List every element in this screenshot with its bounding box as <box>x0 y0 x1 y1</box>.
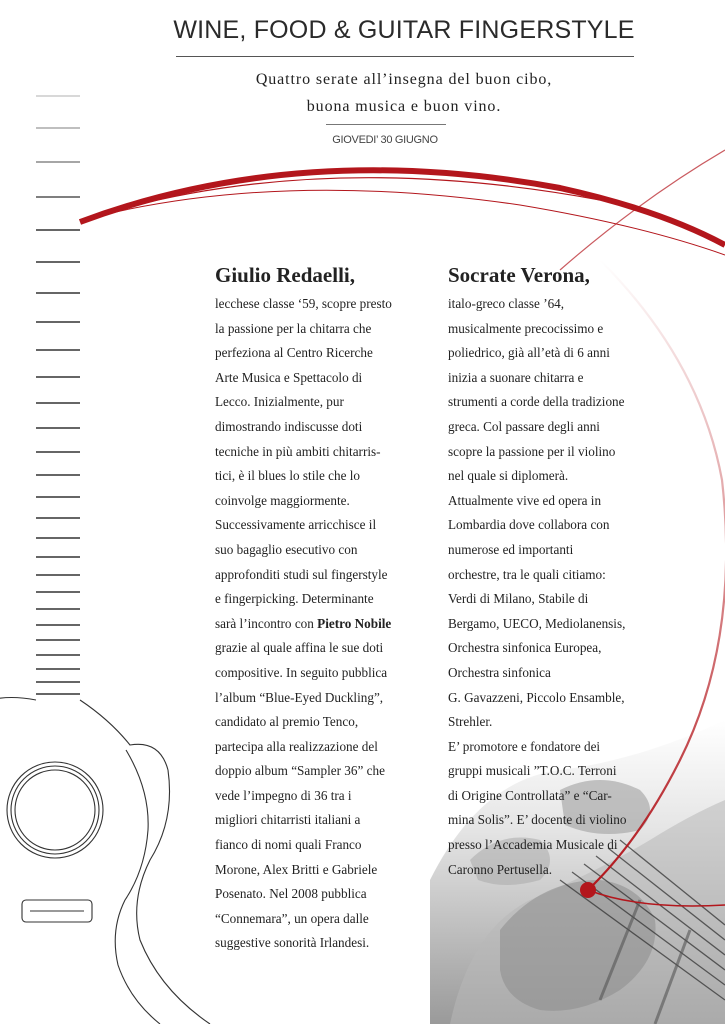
bio-line: sarà l’incontro con <box>215 615 318 631</box>
bio-line: numerose ed importanti <box>448 541 574 557</box>
event-date: GIOVEDI’ 30 GIUGNO <box>332 134 438 146</box>
bio-line: Lombardia dove collabora con <box>448 517 610 533</box>
bio-line: italo-greco classe ’64, <box>448 296 565 311</box>
bio-line: lecchese classe ‘59, scopre presto <box>215 296 392 311</box>
bio-line: Strehler. <box>448 714 493 730</box>
bio-line: greca. Col passare degli anni <box>448 418 600 434</box>
bio-line: vede l’impegno di 36 tra i <box>215 787 352 803</box>
bio-line: candidato al premio Tenco, <box>215 714 359 730</box>
bio-line: “Connemara”, un opera dalle <box>215 910 369 926</box>
bio-line: coinvolge maggiormente. <box>215 492 350 508</box>
red-dot-icon <box>580 882 596 898</box>
bio-line: Successivamente arricchisce il <box>215 517 377 533</box>
event-subtitle <box>170 66 638 120</box>
bio-line-with-highlight <box>215 612 430 637</box>
bio-line: Arte Musica e Spettacolo di <box>215 369 363 385</box>
bio-line: tecniche in più ambiti chitarris- <box>215 443 381 459</box>
bio-line: Lecco. Inizialmente, pur <box>215 394 344 410</box>
bio-line: scopre la passione per il violino <box>448 443 616 459</box>
subtitle-line-1: Quattro serate all’insegna del buon cibo, <box>255 71 553 88</box>
subtitle-divider <box>326 124 446 125</box>
event-title: WINE, FOOD & GUITAR FINGERSTYLE <box>173 16 635 44</box>
bio-line: nel quale si diplomerà. <box>448 468 569 484</box>
subtitle-line-2: buona musica e buon vino. <box>306 98 502 115</box>
bio-line: Orchestra sinfonica <box>448 664 551 680</box>
bio-line: Attualmente vive ed opera in <box>448 492 602 508</box>
bio-line: perfeziona al Centro Ricerche <box>215 345 373 361</box>
bio-line: la passione per la chitarra che <box>215 320 372 336</box>
bio-line: doppio album “Sampler 36” che <box>215 763 385 779</box>
artist-column-giulio <box>215 262 430 956</box>
bio-line: Verdi di Milano, Stabile di <box>448 591 589 607</box>
bio-line: suggestive sonorità Irlandesi. <box>215 935 370 951</box>
highlight-name: Pietro Nobile <box>317 615 392 631</box>
artist-name: Socrate Verona, <box>448 263 590 287</box>
title-divider <box>176 56 634 57</box>
bio-line: presso l’Accademia Musicale di <box>448 837 618 853</box>
artist-bio <box>448 292 663 882</box>
bio-line: di Origine Controllata” e “Car- <box>448 787 612 803</box>
bio-line: partecipa alla realizzazione del <box>215 738 378 754</box>
bio-line: l’album “Blue-Eyed Duckling”, <box>215 689 384 705</box>
bio-line: approfonditi studi sul fingerstyle <box>215 566 388 582</box>
bio-line: inizia a suonare chitarra e <box>448 369 584 385</box>
bio-line: G. Gavazzeni, Piccolo Ensamble, <box>448 689 625 705</box>
bio-line: poliedrico, già all’età di 6 anni <box>448 345 610 361</box>
bio-line: gruppi musicali ”T.O.C. Terroni <box>448 763 617 779</box>
bio-line: dimostrando indiscusse doti <box>215 418 363 434</box>
bio-line: mina Solis”. E’ docente di violino <box>448 812 627 828</box>
artist-name: Giulio Redaelli, <box>215 263 356 287</box>
bio-line: Posenato. Nel 2008 pubblica <box>215 886 367 902</box>
bio-line: Bergamo, UECO, Mediolanensis, <box>448 615 626 631</box>
bio-line: e fingerpicking. Determinante <box>215 591 374 607</box>
artist-bio <box>215 292 430 956</box>
bio-line: suo bagaglio esecutivo con <box>215 541 358 557</box>
bio-line: Morone, Alex Britti e Gabriele <box>215 861 378 877</box>
bio-line: grazie al quale affina le sue doti <box>215 640 384 656</box>
bio-line: fianco di nomi quali Franco <box>215 837 362 853</box>
bio-line: Caronno Pertusella. <box>448 861 553 877</box>
bio-line: orchestre, tra le quali citiamo: <box>448 566 606 582</box>
bio-line: tici, è il blues lo stile che lo <box>215 468 361 484</box>
bio-line: strumenti a corde della tradizione <box>448 394 625 410</box>
bio-line: migliori chitarristi italiani a <box>215 812 361 828</box>
guitar-illustration <box>0 30 210 1024</box>
bio-line: compositive. In seguito pubblica <box>215 664 388 680</box>
artist-column-socrate <box>448 262 663 882</box>
bio-line: Orchestra sinfonica Europea, <box>448 640 602 656</box>
bio-line: E’ promotore e fondatore dei <box>448 738 601 754</box>
bio-line: musicalmente precocissimo e <box>448 320 604 336</box>
